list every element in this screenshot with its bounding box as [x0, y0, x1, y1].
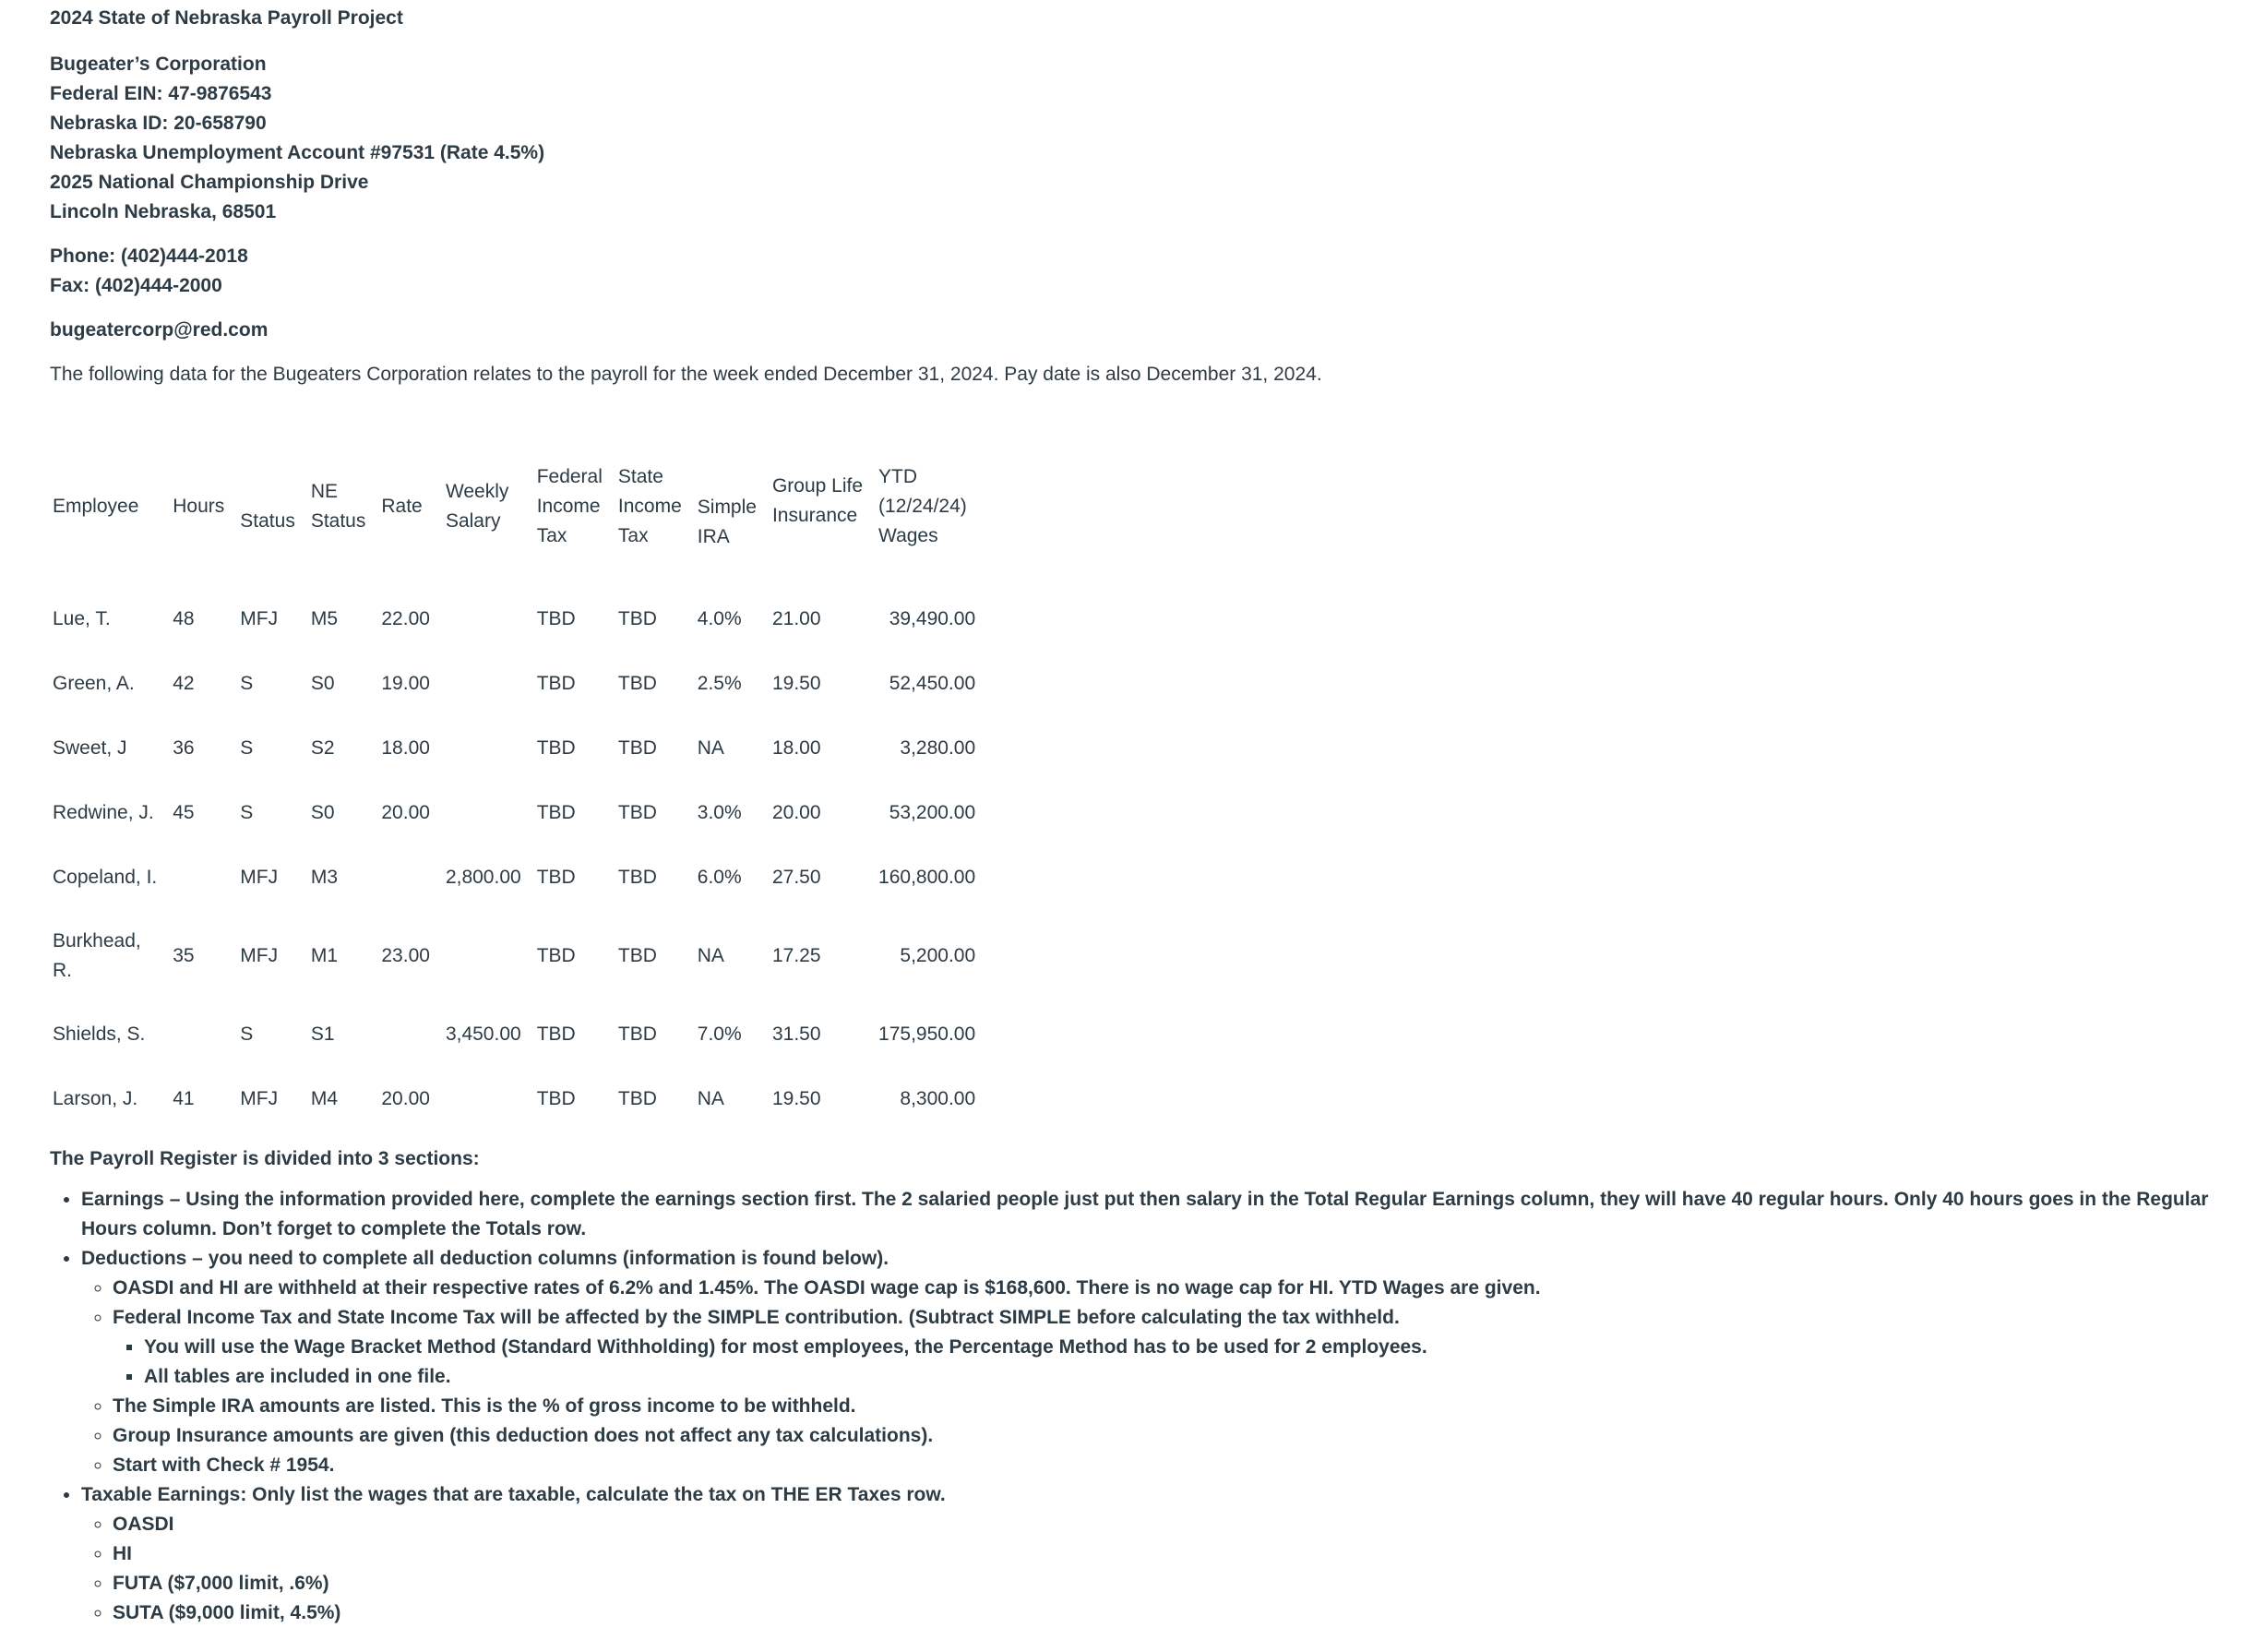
cell-weekly-salary — [443, 910, 534, 1002]
simple-ira-text: The Simple IRA amounts are listed. This is the % of gross income to be withheld. — [113, 1395, 856, 1417]
header-ira-line1: Simple — [697, 497, 757, 518]
cell-hours: 48 — [173, 608, 195, 629]
oasdi-hi-text: OASDI and HI are withheld at their respective rates of 6.2% and 1.45%. The OASDI wage cap is $168,600. There is no wage cap for HI. YTD Wages are given. — [113, 1277, 1541, 1299]
cell-state-income-tax: TBD — [617, 867, 657, 888]
wage-bracket-text: You will use the Wage Bracket Method (Standard Withholding) for most employees, the Percentage Method has to be used for 2 employees. — [144, 1336, 1427, 1358]
cell-state-income-tax: TBD — [617, 802, 657, 823]
cell-rate — [378, 1002, 443, 1067]
table-header-row — [50, 426, 988, 587]
cell-rate: 20.00 — [381, 802, 430, 823]
cell-simple-ira: 7.0% — [697, 1023, 742, 1045]
table-row — [50, 910, 988, 1002]
taxable-suta: SUTA ($9,000 limit, 4.5%) — [113, 1602, 341, 1623]
cell-employee: Lue, T. — [53, 608, 111, 629]
cell-state-income-tax: TBD — [617, 945, 657, 966]
list-item-suta — [113, 1598, 2218, 1628]
cell-hours — [170, 1002, 237, 1067]
list-item-tables — [144, 1362, 2218, 1392]
cell-weekly-salary — [443, 781, 534, 845]
cell-status: MFJ — [240, 945, 279, 966]
header-ytd-line1: YTD — [878, 466, 918, 487]
page-title: 2024 State of Nebraska Payroll Project — [50, 7, 403, 29]
cell-state-income-tax: TBD — [617, 1088, 657, 1109]
cell-federal-income-tax: TBD — [536, 673, 576, 694]
header-state-income-tax — [615, 426, 695, 587]
cell-federal-income-tax: TBD — [536, 1088, 576, 1109]
cell-ytd-wages: 53,200.00 — [889, 802, 976, 823]
table-row — [50, 781, 988, 845]
cell-status: MFJ — [240, 608, 279, 629]
cell-group-life: 27.50 — [771, 867, 821, 888]
header-federal-income-tax — [534, 426, 615, 587]
tables-text: All tables are included in one file. — [144, 1366, 451, 1387]
cell-ytd-wages: 160,800.00 — [878, 867, 976, 888]
cell-status: S — [240, 673, 254, 694]
cell-ne-status: S1 — [310, 1023, 335, 1045]
header-weekly-salary-line1: Weekly — [445, 481, 509, 502]
table-row — [50, 587, 988, 652]
cell-weekly-salary — [443, 587, 534, 652]
earnings-text: Earnings – Using the information provided here, complete the earnings section first. The 2 salaried people just put then salary in the Total Regular Earnings column, they will have 40 regular hours. Only 40 hours goes in the Regular Hours column. Don’t forget to complete the Totals row. — [81, 1189, 2209, 1239]
list-item-group-insurance — [113, 1421, 2218, 1451]
cell-ytd-wages: 3,280.00 — [900, 737, 976, 759]
cell-federal-income-tax: TBD — [536, 608, 576, 629]
cell-simple-ira: 4.0% — [697, 608, 742, 629]
cell-ne-status: S0 — [310, 802, 335, 823]
cell-employee: Green, A. — [53, 673, 135, 694]
header-rate: Rate — [381, 496, 423, 517]
cell-group-life: 19.50 — [771, 1088, 821, 1109]
cell-weekly-salary — [443, 652, 534, 716]
federal-ein: Federal EIN: 47-9876543 — [50, 83, 272, 104]
cell-state-income-tax: TBD — [617, 608, 657, 629]
unemployment-account: Nebraska Unemployment Account #97531 (Rate 4.5%) — [50, 142, 545, 163]
cell-ne-status: S0 — [310, 673, 335, 694]
sections-heading: The Payroll Register is divided into 3 sections: — [50, 1148, 480, 1169]
cell-status: S — [240, 737, 254, 759]
header-status-label: Status — [240, 510, 295, 532]
cell-employee: Redwine, J. — [53, 802, 154, 823]
header-ytd-wages — [876, 426, 988, 587]
taxable-sublist — [81, 1510, 2218, 1628]
header-simple-ira — [695, 426, 770, 587]
cell-hours — [170, 845, 237, 910]
address-line-1: 2025 National Championship Drive — [50, 172, 369, 193]
list-item-futa — [113, 1569, 2218, 1598]
email — [50, 316, 2218, 345]
cell-simple-ira: NA — [697, 1088, 724, 1109]
list-item-taxable — [81, 1480, 2218, 1628]
cell-simple-ira: NA — [697, 737, 724, 759]
table-body — [50, 587, 988, 1131]
header-ira-line2: IRA — [697, 526, 730, 547]
cell-weekly-salary: 3,450.00 — [445, 1023, 521, 1045]
group-insurance-text: Group Insurance amounts are given (this deduction does not affect any tax calculations). — [113, 1425, 934, 1446]
cell-group-life: 31.50 — [771, 1023, 821, 1045]
cell-state-income-tax: TBD — [617, 1023, 657, 1045]
taxable-hi: HI — [113, 1543, 132, 1564]
cell-group-life: 19.50 — [771, 673, 821, 694]
cell-simple-ira: 3.0% — [697, 802, 742, 823]
instructions — [50, 1144, 2218, 1628]
cell-status: MFJ — [240, 1088, 279, 1109]
cell-employee: Burkhead, R. — [53, 930, 141, 981]
cell-federal-income-tax: TBD — [536, 802, 576, 823]
cell-status: S — [240, 1023, 254, 1045]
nebraska-id: Nebraska ID: 20-658790 — [50, 113, 267, 134]
header-hours: Hours — [173, 496, 225, 517]
cell-rate: 20.00 — [381, 1088, 430, 1109]
cell-employee: Larson, J. — [53, 1088, 138, 1109]
cell-employee: Copeland, I. — [53, 867, 158, 888]
contact-info — [50, 242, 2218, 301]
header-ytd-line2: (12/24/24) — [878, 496, 967, 517]
cell-group-life: 20.00 — [771, 802, 821, 823]
cell-hours: 42 — [173, 673, 195, 694]
header-sit-line1: State — [617, 466, 663, 487]
header-fit-line1: Federal — [536, 466, 603, 487]
header-group-life — [770, 426, 876, 587]
cell-group-life: 18.00 — [771, 737, 821, 759]
cell-weekly-salary — [443, 1067, 534, 1131]
cell-federal-income-tax: TBD — [536, 945, 576, 966]
header-ne-status — [308, 426, 379, 587]
cell-ne-status: M4 — [310, 1088, 339, 1109]
header-weekly-salary-line2: Salary — [445, 510, 501, 532]
cell-ne-status: S2 — [310, 737, 335, 759]
cell-hours: 45 — [173, 802, 195, 823]
email-address: bugeatercorp@red.com — [50, 319, 269, 341]
cell-rate: 19.00 — [381, 673, 430, 694]
list-item-fit-sit — [113, 1303, 2218, 1392]
company-name: Bugeater’s Corporation — [50, 54, 267, 75]
cell-ytd-wages: 39,490.00 — [889, 608, 976, 629]
taxable-futa: FUTA ($7,000 limit, .6%) — [113, 1573, 329, 1594]
list-item-earnings — [81, 1185, 2218, 1244]
deductions-text: Deductions – you need to complete all deduction columns (information is found below). — [81, 1248, 889, 1269]
address-line-2: Lincoln Nebraska, 68501 — [50, 201, 277, 222]
cell-ne-status: M3 — [310, 867, 339, 888]
list-item-wage-bracket — [144, 1333, 2218, 1362]
cell-ytd-wages: 8,300.00 — [900, 1088, 976, 1109]
taxable-text: Taxable Earnings: Only list the wages that are taxable, calculate the tax on THE ER Taxes row. — [81, 1484, 946, 1505]
header-status — [237, 426, 308, 587]
cell-group-life: 17.25 — [771, 945, 821, 966]
intro-paragraph: The following data for the Bugeaters Corporation relates to the payroll for the week ended December 31, 2024. Pay date is also December 31, 2024. — [50, 364, 1322, 385]
header-employee: Employee — [53, 496, 139, 517]
table-row — [50, 652, 988, 716]
cell-hours: 35 — [173, 945, 195, 966]
list-item-oasdi — [113, 1510, 2218, 1539]
payroll-table — [50, 426, 988, 1131]
list-item-hi — [113, 1539, 2218, 1569]
cell-federal-income-tax: TBD — [536, 1023, 576, 1045]
header-ytd-line3: Wages — [878, 525, 938, 546]
fax: Fax: (402)444-2000 — [50, 275, 222, 296]
check-text: Start with Check # 1954. — [113, 1454, 335, 1476]
cell-employee: Shields, S. — [53, 1023, 146, 1045]
taxable-oasdi: OASDI — [113, 1514, 174, 1535]
header-ne-status-line2: Status — [310, 510, 366, 532]
list-item-simple-ira — [113, 1392, 2218, 1421]
cell-employee: Sweet, J — [53, 737, 127, 759]
cell-state-income-tax: TBD — [617, 737, 657, 759]
header-weekly-salary — [443, 426, 534, 587]
cell-rate: 18.00 — [381, 737, 430, 759]
cell-ytd-wages: 52,450.00 — [889, 673, 976, 694]
header-sit-line2: Income — [617, 496, 682, 517]
company-info — [50, 50, 2218, 227]
table-row — [50, 1067, 988, 1131]
cell-state-income-tax: TBD — [617, 673, 657, 694]
table-row — [50, 1002, 988, 1067]
list-item-oasdi-hi — [113, 1274, 2218, 1303]
phone: Phone: (402)444-2018 — [50, 245, 248, 267]
cell-ne-status: M1 — [310, 945, 339, 966]
cell-rate: 23.00 — [381, 945, 430, 966]
list-item-check — [113, 1451, 2218, 1480]
header-gli-line1: Group Life — [771, 475, 864, 497]
cell-simple-ira: NA — [697, 945, 724, 966]
cell-simple-ira: 2.5% — [697, 673, 742, 694]
sections-list — [50, 1185, 2218, 1628]
header-gli-line2: Insurance — [771, 505, 858, 526]
list-item-deductions — [81, 1244, 2218, 1480]
deductions-sublist — [81, 1274, 2218, 1480]
cell-status: MFJ — [240, 867, 279, 888]
header-ne-status-line1: NE — [310, 481, 339, 502]
cell-ne-status: M5 — [310, 608, 339, 629]
header-sit-line3: Tax — [617, 525, 649, 546]
header-fit-line2: Income — [536, 496, 601, 517]
fit-sit-sublist — [113, 1333, 2218, 1392]
cell-weekly-salary — [443, 716, 534, 781]
cell-hours: 36 — [173, 737, 195, 759]
cell-federal-income-tax: TBD — [536, 867, 576, 888]
header-fit-line3: Tax — [536, 525, 567, 546]
cell-group-life: 21.00 — [771, 608, 821, 629]
cell-simple-ira: 6.0% — [697, 867, 742, 888]
cell-ytd-wages: 5,200.00 — [900, 945, 976, 966]
cell-ytd-wages: 175,950.00 — [878, 1023, 976, 1045]
fit-sit-text: Federal Income Tax and State Income Tax will be affected by the SIMPLE contribution. (Subtract SIMPLE before calculating the tax withheld. — [113, 1307, 1400, 1328]
cell-rate — [378, 845, 443, 910]
table-row — [50, 845, 988, 910]
table-row — [50, 716, 988, 781]
cell-rate: 22.00 — [381, 608, 430, 629]
cell-weekly-salary: 2,800.00 — [445, 867, 521, 888]
cell-federal-income-tax: TBD — [536, 737, 576, 759]
cell-status: S — [240, 802, 254, 823]
cell-hours: 41 — [173, 1088, 195, 1109]
